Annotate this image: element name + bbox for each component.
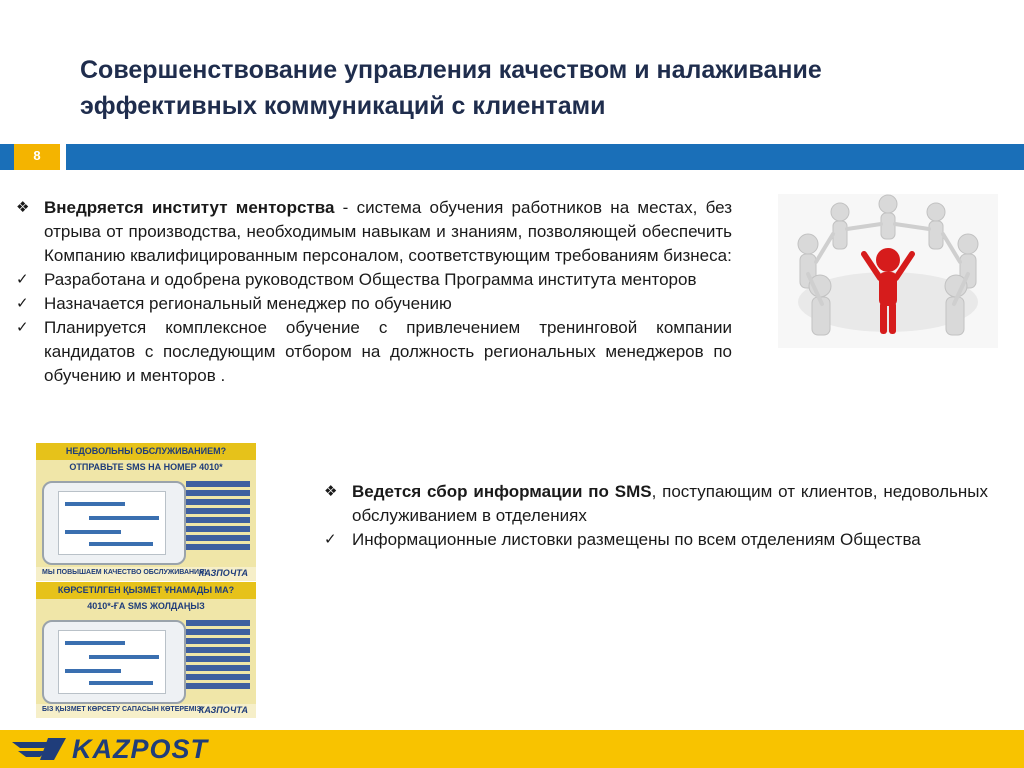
diamond-bullet-icon: ❖ (324, 483, 338, 500)
list-item-text: Информационные листовки размещены по всем отделениям Общества (352, 530, 921, 549)
phone-screen (58, 491, 166, 555)
list-item (14, 196, 732, 268)
phone-icon (42, 620, 186, 704)
sms-flyer-kz (36, 582, 256, 718)
people-circle-icon (778, 194, 998, 348)
sms-feedback-list (322, 480, 988, 552)
kazpochta-logo: КАЗПОЧТА (198, 568, 248, 578)
kazpost-logo-text: KAZPOST (72, 734, 209, 764)
flyer-instructions (186, 620, 250, 692)
flyer-subtitle: ОТПРАВЬТЕ SMS НА НОМЕР 4010* (69, 462, 223, 472)
flyer-footer-text: БІЗ ҚЫЗМЕТ КӨРСЕТУ САПАСЫН КӨТЕРЕМІЗ! (42, 706, 204, 713)
list-item (14, 292, 732, 316)
rule-right-segment (66, 144, 1024, 170)
list-item-bold: Внедряется институт менторства (44, 198, 335, 217)
mentorship-list (14, 196, 732, 388)
list-item-text: , поступающим от клиентов, недовольных обслуживанием в отделениях (352, 482, 989, 525)
diamond-bullet-icon: ❖ (16, 199, 30, 216)
flyer-header: КӨРСЕТІЛГЕН ҚЫЗМЕТ ҰНАМАДЫ МА? (36, 582, 256, 599)
list-item-text: Назначается региональный менеджер по обучению (44, 294, 452, 313)
flyer-instructions (186, 481, 250, 553)
list-item-text: - система обучения работников на местах, без отрыва от производства, необходимым навыкам и знаниям, позволяющей обеспечить Компанию квалифицированным персоналом, соответствующим требованиям бизнеса: (44, 198, 732, 265)
list-item-text: Разработана и одобрена руководством Общества Программа института менторов (44, 270, 697, 289)
flyer-footer (36, 567, 256, 581)
list-item (14, 316, 732, 388)
check-bullet-icon: ✓ (324, 531, 337, 548)
list-item-bold: Ведется сбор информации по SMS (352, 482, 652, 501)
flyer-footer-text: МЫ ПОВЫШАЕМ КАЧЕСТВО ОБСЛУЖИВАНИЯ! (42, 569, 207, 576)
phone-screen (58, 630, 166, 694)
list-item-text: Планируется комплексное обучение с привлечением тренинговой компании кандидатов с последующим отбором на должность региональных менеджеров по обучению и менторов . (44, 318, 732, 385)
sms-flyer-ru (36, 443, 256, 581)
mentorship-circle-illustration (778, 194, 998, 348)
check-bullet-icon: ✓ (16, 295, 29, 312)
footer-bar (0, 730, 1024, 768)
rule-left-segment (0, 144, 14, 170)
check-bullet-icon: ✓ (16, 271, 29, 288)
phone-icon (42, 481, 186, 565)
list-item (322, 528, 988, 552)
header-rule (0, 144, 1024, 170)
kazpost-wing-icon (10, 734, 68, 764)
slide-title: Совершенствование управления качеством и налаживание эффективных коммуникаций с клиентами (80, 56, 822, 120)
list-item (322, 480, 988, 528)
flyer-subtitle: 4010*-ҒА SMS ЖОЛДАҢЫЗ (87, 601, 205, 611)
list-item (14, 268, 732, 292)
flyer-header: НЕДОВОЛЬНЫ ОБСЛУЖИВАНИЕМ? (36, 443, 256, 460)
kazpochta-logo: КАЗПОЧТА (198, 705, 248, 715)
page-number-badge: 8 (14, 144, 60, 170)
check-bullet-icon: ✓ (16, 319, 29, 336)
flyer-footer (36, 704, 256, 718)
